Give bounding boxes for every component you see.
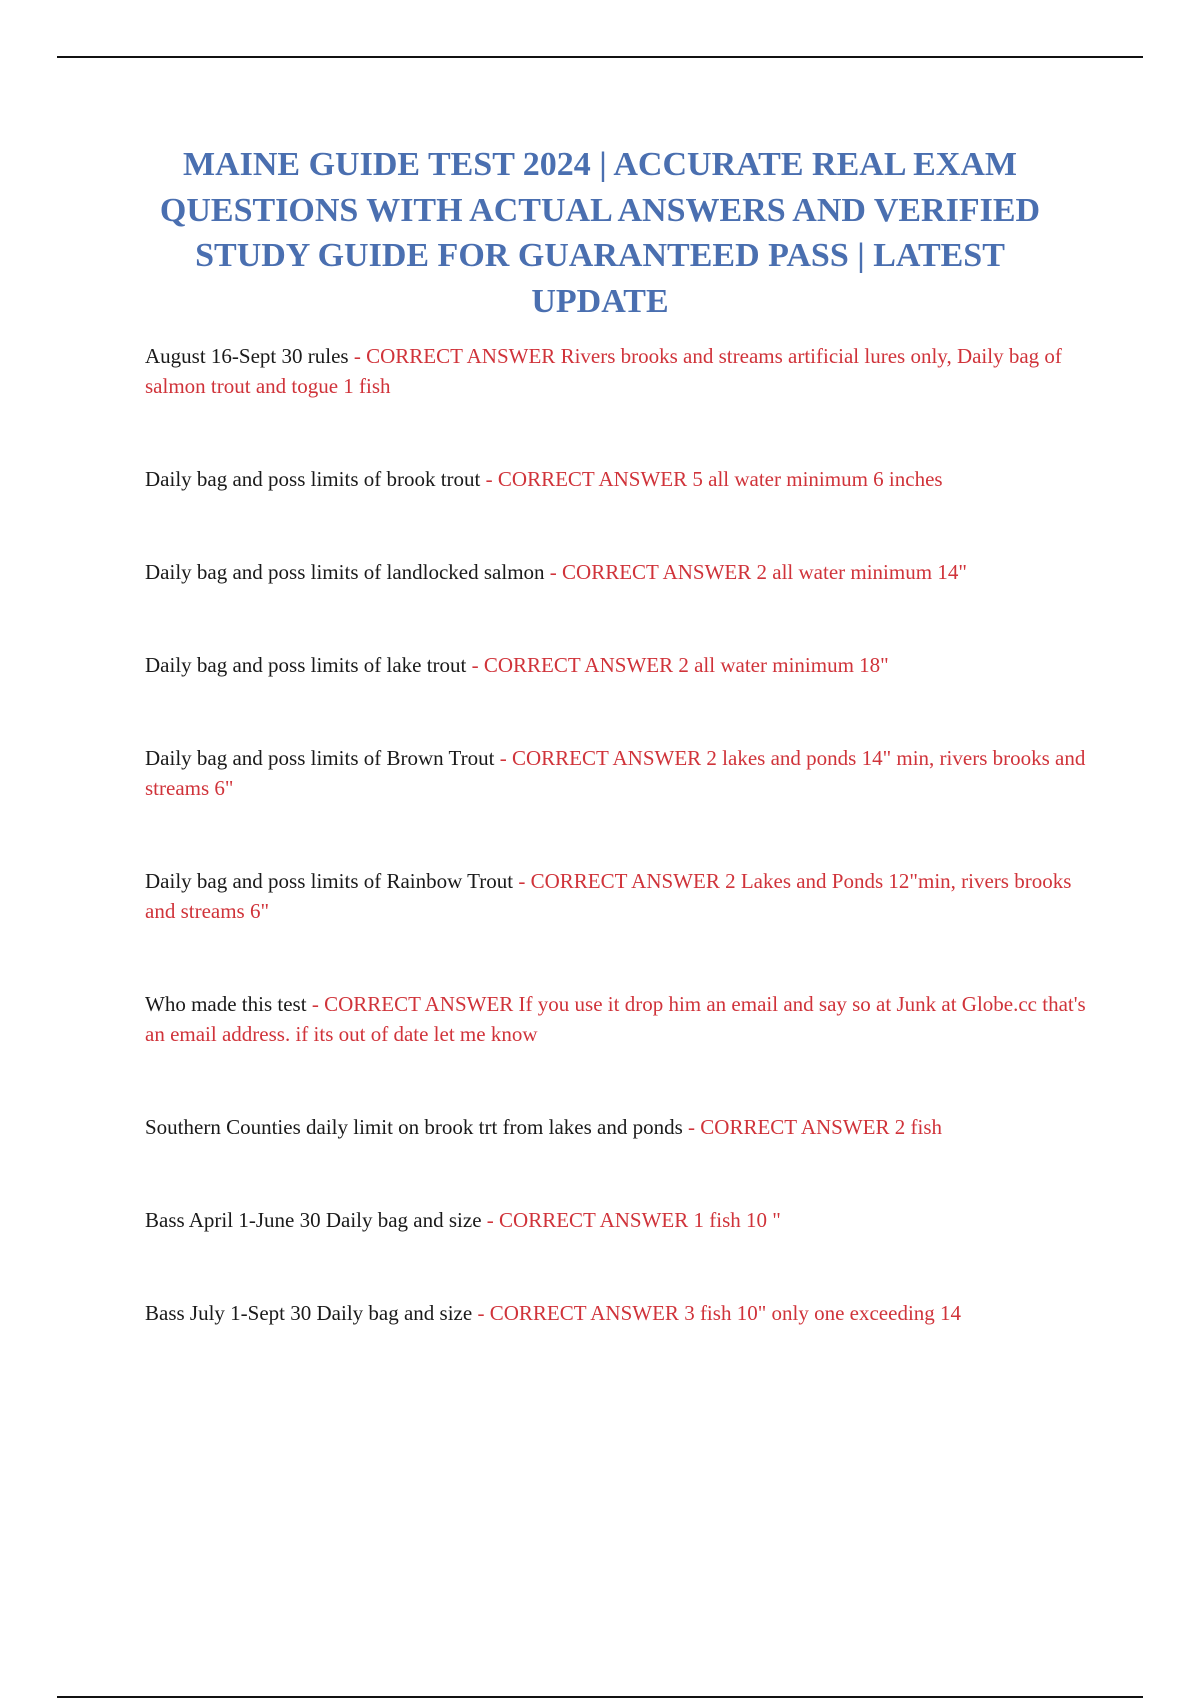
qa-item	[145, 1205, 1095, 1235]
question-text: Daily bag and poss limits of Brown Trout	[145, 746, 495, 770]
qa-list	[145, 341, 1095, 1328]
answer-label: CORRECT ANSWER	[562, 560, 752, 584]
answer-label: CORRECT ANSWER	[511, 746, 702, 770]
question-text: August 16-Sept 30 rules	[145, 344, 349, 368]
answer-label: CORRECT ANSWER	[530, 869, 720, 893]
separator: -	[688, 1115, 696, 1139]
question-text: Daily bag and poss limits of Rainbow Trout	[145, 869, 514, 893]
separator: -	[486, 1208, 494, 1232]
separator: -	[499, 746, 507, 770]
separator: -	[549, 560, 557, 584]
question-text: Southern Counties daily limit on brook trt from lakes and ponds	[145, 1115, 683, 1139]
top-rule	[57, 56, 1143, 58]
answer-text: If you use it drop him an email and say so at Junk at Globe.cc that's an email address. if its out of date let me know	[145, 992, 1086, 1046]
question-text: Bass July 1-Sept 30 Daily bag and size	[145, 1301, 473, 1325]
answer-label: CORRECT ANSWER	[366, 344, 556, 368]
answer-text: 3 fish 10" only one exceeding 14	[684, 1301, 962, 1325]
question-text: Daily bag and poss limits of brook trout	[145, 467, 481, 491]
answer-text: 1 fish 10 "	[693, 1208, 781, 1232]
separator: -	[471, 653, 479, 677]
answer-text: 2 lakes and ponds 14" min, rivers brooks and streams 6"	[145, 746, 1086, 800]
qa-item	[145, 743, 1095, 803]
question-text: Daily bag and poss limits of lake trout	[145, 653, 467, 677]
answer-label: CORRECT ANSWER	[700, 1115, 890, 1139]
answer-text: 2 fish	[894, 1115, 943, 1139]
qa-item	[145, 650, 1095, 680]
qa-item	[145, 464, 1095, 494]
document-title: MAINE GUIDE TEST 2024 | ACCURATE REAL EXAM QUESTIONS WITH ACTUAL ANSWERS AND VERIFIED STUDY GUIDE FOR GUARANTEED PASS | LATEST UPDATE	[159, 146, 1041, 320]
qa-item	[145, 557, 1095, 587]
qa-item	[145, 1298, 1095, 1328]
qa-item	[145, 989, 1095, 1049]
separator: -	[477, 1301, 485, 1325]
answer-label: CORRECT ANSWER	[489, 1301, 679, 1325]
bottom-rule	[57, 1696, 1143, 1698]
answer-text: 2 all water minimum 18"	[678, 653, 889, 677]
answer-text: 5 all water minimum 6 inches	[692, 467, 943, 491]
separator: -	[311, 992, 319, 1016]
question-text: Daily bag and poss limits of landlocked salmon	[145, 560, 545, 584]
answer-label: CORRECT ANSWER	[324, 992, 514, 1016]
answer-label: CORRECT ANSWER	[483, 653, 674, 677]
answer-label: CORRECT ANSWER	[499, 1208, 689, 1232]
answer-label: CORRECT ANSWER	[497, 467, 688, 491]
answer-text: 2 all water minimum 14"	[756, 560, 967, 584]
answer-text: Rivers brooks and streams artificial lures only, Daily bag of salmon trout and togue 1 fish	[145, 344, 1062, 398]
question-text: Who made this test	[145, 992, 307, 1016]
qa-item	[145, 1112, 1095, 1142]
separator: -	[485, 467, 493, 491]
separator: -	[518, 869, 526, 893]
separator: -	[353, 344, 361, 368]
qa-item	[145, 341, 1095, 401]
qa-item	[145, 866, 1095, 926]
question-text: Bass April 1-June 30 Daily bag and size	[145, 1208, 482, 1232]
answer-text: 2 Lakes and Ponds 12"min, rivers brooks and streams 6"	[145, 869, 1072, 923]
